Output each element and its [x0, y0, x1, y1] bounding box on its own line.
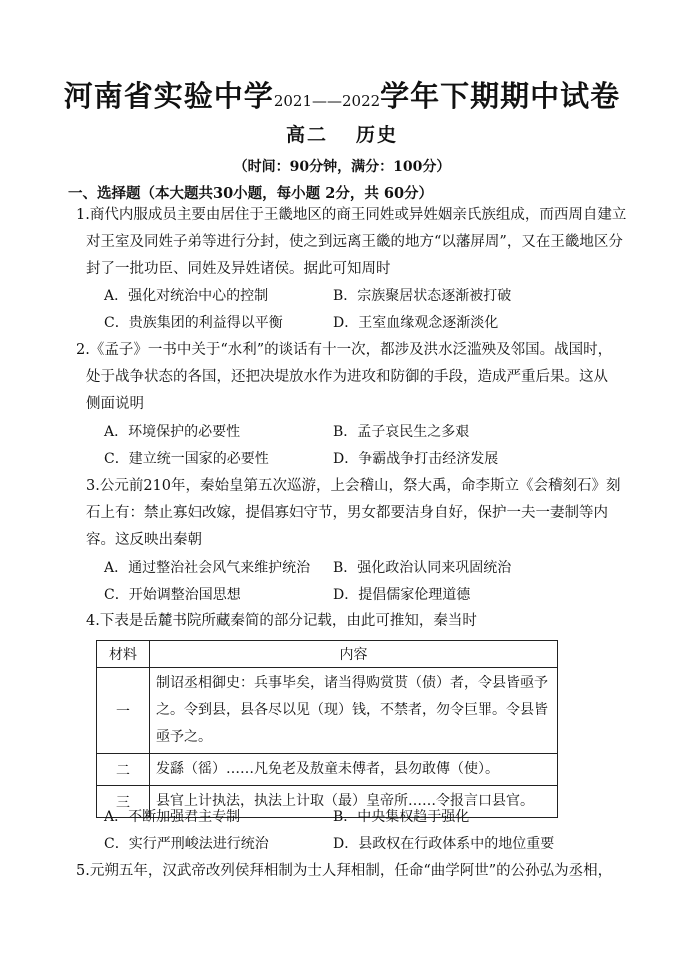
question-stem-line: 封了一批功臣、同姓及异姓诸侯。据此可知周时	[86, 261, 391, 277]
table-row-number: 一	[97, 668, 150, 754]
question-4-options	[104, 804, 562, 858]
subject-label: 历史	[356, 124, 399, 146]
table-header-cell: 材料	[97, 641, 150, 668]
question-4	[86, 608, 624, 635]
table-row	[97, 668, 558, 754]
option-a[interactable]: A．强化对统治中心的控制	[104, 288, 269, 304]
option-c[interactable]: C．建立统一国家的必要性	[104, 451, 269, 467]
question-3	[86, 473, 624, 554]
option-d[interactable]: D．县政权在行政体系中的地位重要	[333, 836, 555, 852]
option-d[interactable]: D．争霸战争打击经济发展	[333, 451, 499, 467]
table-row	[97, 754, 558, 786]
option-c[interactable]: C．开始调整治国思想	[104, 587, 241, 603]
option-c[interactable]: C．贵族集团的利益得以平衡	[104, 315, 283, 331]
question-stem-line: 4.下表是岳麓书院所藏秦简的部分记载，由此可推知，秦当时	[86, 613, 477, 629]
option-b[interactable]: B．中央集权趋于强化	[333, 809, 470, 825]
question-stem-line: 处于战争状态的各国，还把决堤放水作为进攻和防御的手段，造成严重后果。这从	[86, 369, 608, 385]
exam-subtitle	[0, 120, 684, 147]
option-c[interactable]: C．实行严刑峻法进行统治	[104, 836, 269, 852]
question-stem-line: 1.商代内服成员主要由居住于王畿地区的商王同姓或异姓姻亲氏族组成，而西周自建立	[76, 207, 627, 223]
table-row-number: 二	[97, 754, 150, 786]
question-1-options	[104, 283, 562, 337]
question-stem-line: 3.公元前210年，秦始皇第五次巡游，上会稽山，祭大禹，命李斯立《会稽刻石》刻	[86, 478, 621, 494]
table-header-row	[97, 641, 558, 668]
option-b[interactable]: B．强化政治认同来巩固统治	[333, 560, 512, 576]
option-b[interactable]: B．孟子哀民生之多艰	[333, 424, 470, 440]
question-stem-line: 石上有：禁止寡妇改嫁，提倡寡妇守节，男女都要洁身自好，保护一夫一妻制等内	[86, 505, 608, 521]
question-stem-line: 侧面说明	[86, 396, 144, 412]
question-2	[76, 337, 624, 418]
question-stem-line: 对王室及同姓子弟等进行分封，使之到远离王畿的地方“以藩屏周”，又在王畿地区分	[86, 234, 623, 250]
option-a[interactable]: A．环境保护的必要性	[104, 424, 241, 440]
grade-label: 高二	[285, 124, 328, 146]
material-table	[96, 640, 558, 818]
option-a[interactable]: A．不断加强君主专制	[104, 809, 241, 825]
table-header-cell: 内容	[150, 641, 558, 668]
school-year: 2021——2022	[273, 92, 381, 110]
time-info: （时间：90分钟，满分：100分）	[233, 159, 451, 175]
question-1	[76, 202, 627, 283]
question-stem-line: 5.元朔五年，汉武帝改列侯拜相制为士人拜相制，任命“曲学阿世”的公孙弘为丞相，	[76, 863, 613, 879]
option-a[interactable]: A．通过整治社会风气来维护统治	[104, 560, 311, 576]
table-row-content: 县官上计执法，执法上计取（最）皇帝所……令报言口县官。	[150, 786, 558, 818]
question-3-options	[104, 555, 562, 609]
table-row-content: 发繇（徭）……凡免老及敖童未傅者，县勿敢傳（使）。	[150, 754, 558, 786]
option-b[interactable]: B．宗族聚居状态逐渐被打破	[333, 288, 512, 304]
option-d[interactable]: D．王室血缘观念逐渐淡化	[333, 315, 499, 331]
question-5	[76, 858, 636, 885]
table-row-content: 制诏丞相御史：兵事毕矣，诸当得购赏贳（债）者，令县皆亟予 之。令到县，县各尽以见（现）钱，不禁者，勿令巨罪。令县皆 亟予之。	[150, 668, 558, 754]
table-row-number: 三	[97, 786, 150, 818]
question-2-options	[104, 419, 562, 473]
section-heading: 一、选择题（本大题共30小题，每小题 2分，共 60分）	[68, 185, 434, 202]
question-stem-line: 容。这反映出秦朝	[86, 532, 202, 548]
question-stem-line: 2.《孟子》一书中关于“水利”的谈话有十一次，都涉及洪水泛滥殃及邻国。战国时，	[76, 342, 613, 358]
exam-title: 河南省实验中学2021——2022学年下期期中试卷	[63, 79, 621, 113]
option-d[interactable]: D．提倡儒家伦理道德	[333, 587, 471, 603]
